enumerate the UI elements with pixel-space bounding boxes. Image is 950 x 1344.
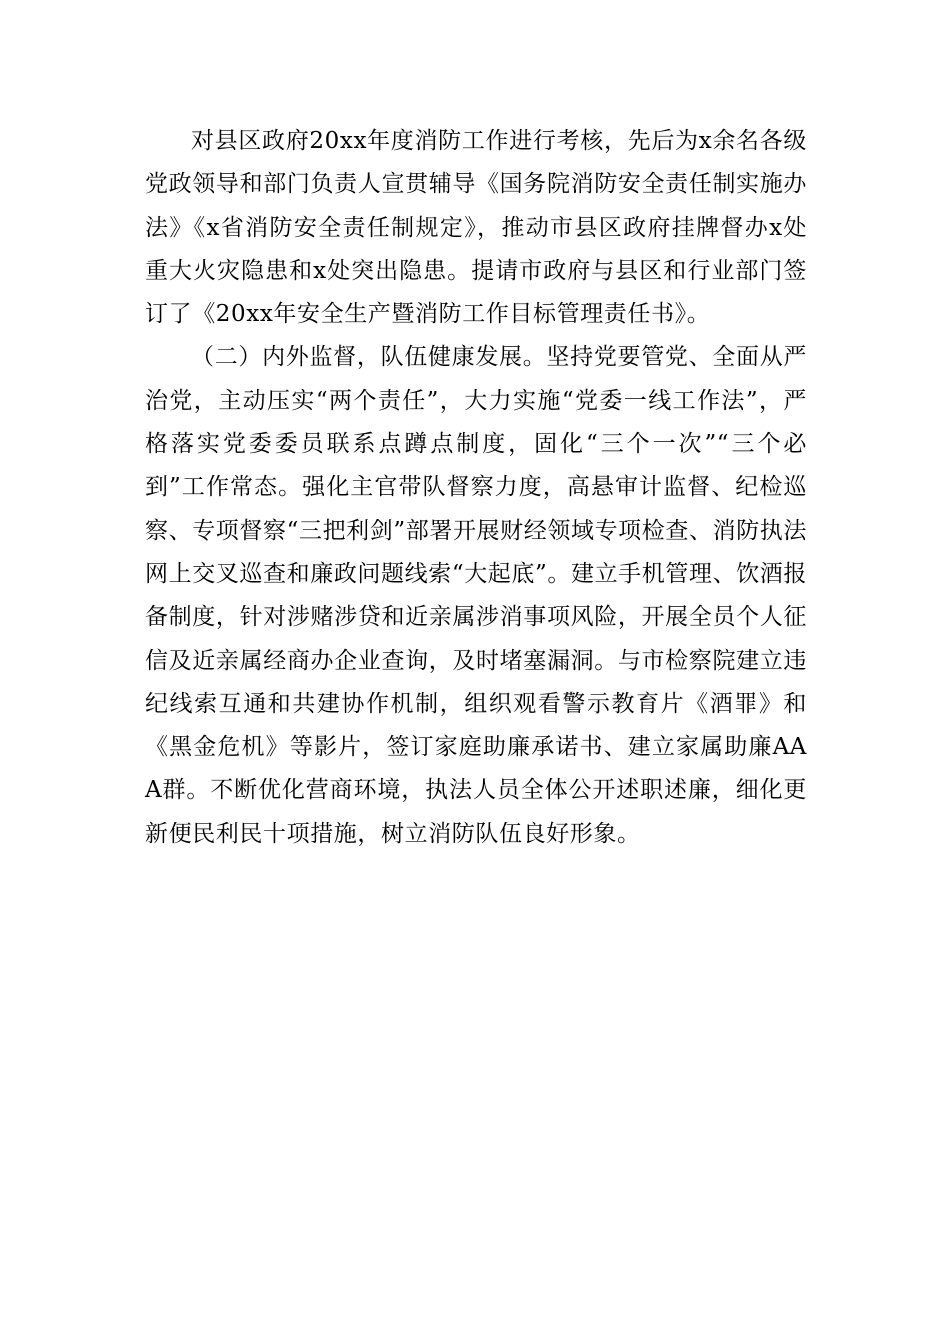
- paragraph-2: （二）内外监督，队伍健康发展。坚持党要管党、全面从严治党，主动压实“两个责任”，大力实施“党委一线工作法”，严格落实党委委员联系点蹲点制度，固化“三个一次”“三个必到”工作常态。强化主官带队督察力度，高悬审计监督、纪检巡察、专项督察“三把利剑”部署开展财经领域专项检查、消防执法网上交叉巡查和廉政问题线索“大起底”。建立手机管理、饮酒报备制度，针对涉赌涉贷和近亲属涉消事项风险，开展全员个人征信及近亲属经商办企业查询，及时堵塞漏洞。与市检察院建立违纪线索互通和共建协作机制，组织观看警示教育片《酒罪》和《黑金危机》等影片，签订家庭助廉承诺书、建立家属助廉AAA群。不断优化营商环境，执法人员全体公开述职述廉，细化更新便民利民十项措施，树立消防队伍良好形象。: [145, 344, 807, 847]
- document-page: [145, 120, 807, 856]
- paragraph-1: 对县区政府20xx年度消防工作进行考核，先后为x余名各级党政领导和部门负责人宣贯辅导《国务院消防安全责任制实施办法》《x省消防安全责任制规定》，推动市县区政府挂牌督办x处重大火灾隐患和x处突出隐患。提请市政府与县区和行业部门签订了《20xx年安全生产暨消防工作目标管理责任书》。: [145, 128, 807, 328]
